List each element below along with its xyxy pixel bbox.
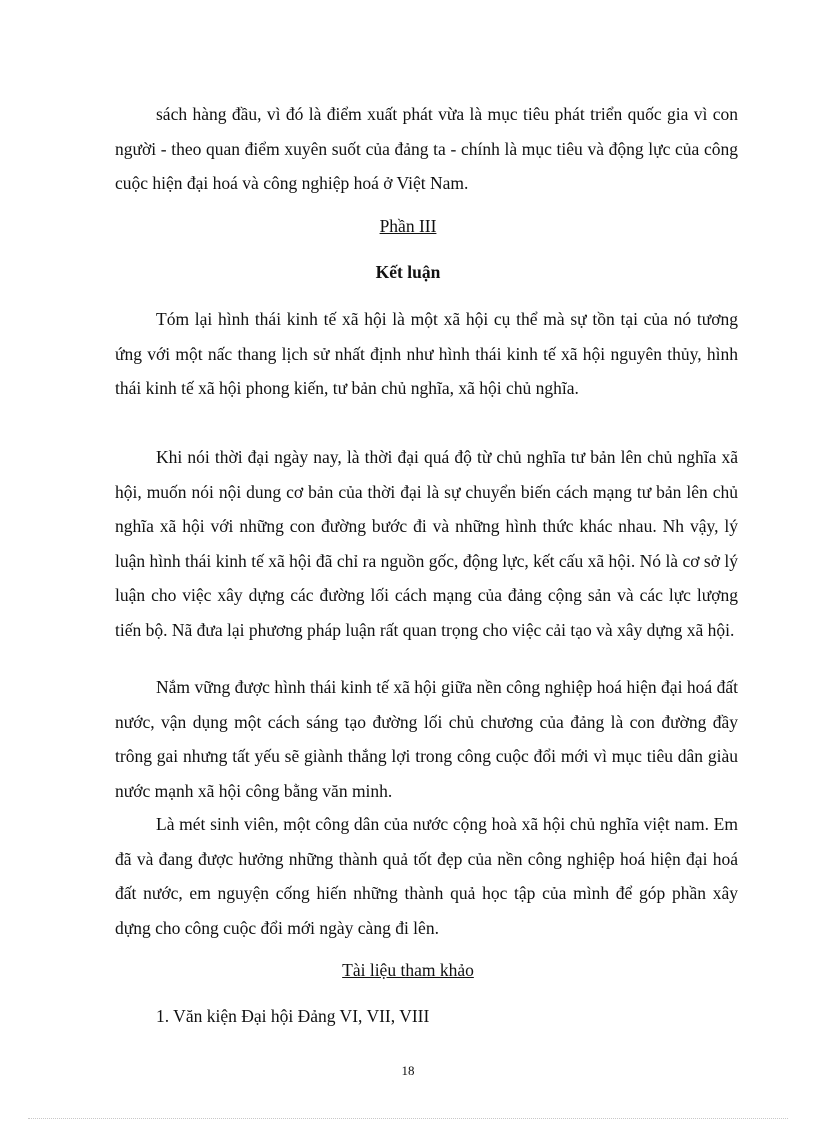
- paragraph-1: Tóm lại hình thái kinh tế xã hội là một xã hội cụ thể mà sự tồn tại của nó tương ứng với một nấc thang lịch sử nhất định như hình thái kinh tế xã hội nguyên thủy, hình thái kinh tế xã hội phong kiến, tư bản chủ nghĩa, xã hội chủ nghĩa.: [115, 309, 738, 398]
- page-bottom-divider: [28, 1118, 788, 1119]
- page-number: 18: [401, 1063, 415, 1078]
- paragraph-4: Là mét sinh viên, một công dân của nước cộng hoà xã hội chủ nghĩa việt nam. Em đã và đang được hưởng những thành quả tốt đẹp của nền công nghiệp hoá hiện đại hoá đất nước, em nguyện cống hiến những thành quả học tập của mình để góp phần xây dựng cho công cuộc đổi mới ngày càng đi lên.: [115, 814, 738, 938]
- paragraph-2: Khi nói thời đại ngày nay, là thời đại quá độ từ chủ nghĩa tư bản lên chủ nghĩa xã hội, muốn nói nội dung cơ bản của thời đại là sự chuyển biến cách mạng tư bản lên chủ nghĩa xã hội với những con đường bước đi và những hình thức khác nhau. Nh vậy, lý luận hình thái kinh tế xã hội đã chỉ ra nguồn gốc, động lực, kết cấu xã hội. Nó là cơ sở lý luận cho việc xây dựng các đường lối cách mạng của đảng cộng sản và các lực lượng tiến bộ. Nã đưa lại phương pháp luận rất quan trọng cho việc cải tạo và xây dựng xã hội.: [115, 447, 738, 640]
- reference-item: 1. Văn kiện Đại hội Đảng VI, VII, VIII: [156, 1006, 430, 1026]
- paragraph-3: Nắm vững được hình thái kinh tế xã hội giữa nền công nghiệp hoá hiện đại hoá đất nước, vận dụng một cách sáng tạo đường lối chủ chương của đảng là con đường đầy trông gai nhưng tất yếu sẽ giành thắng lợi trong công cuộc đổi mới vì mục tiêu dân giàu nước mạnh xã hội công bằng văn minh.: [115, 677, 738, 801]
- section-title: Kết luận: [375, 262, 441, 282]
- paragraph-continued: sách hàng đầu, vì đó là điểm xuất phát vừa là mục tiêu phát triển quốc gia vì con người - theo quan điểm xuyên suốt của đảng ta - chính là mục tiêu và động lực của công cuộc hiện đại hoá và công nghiệp hoá ở Việt Nam.: [115, 104, 738, 193]
- references-heading: Tài liệu tham khảo: [342, 960, 474, 980]
- section-heading: Phần III: [379, 216, 437, 236]
